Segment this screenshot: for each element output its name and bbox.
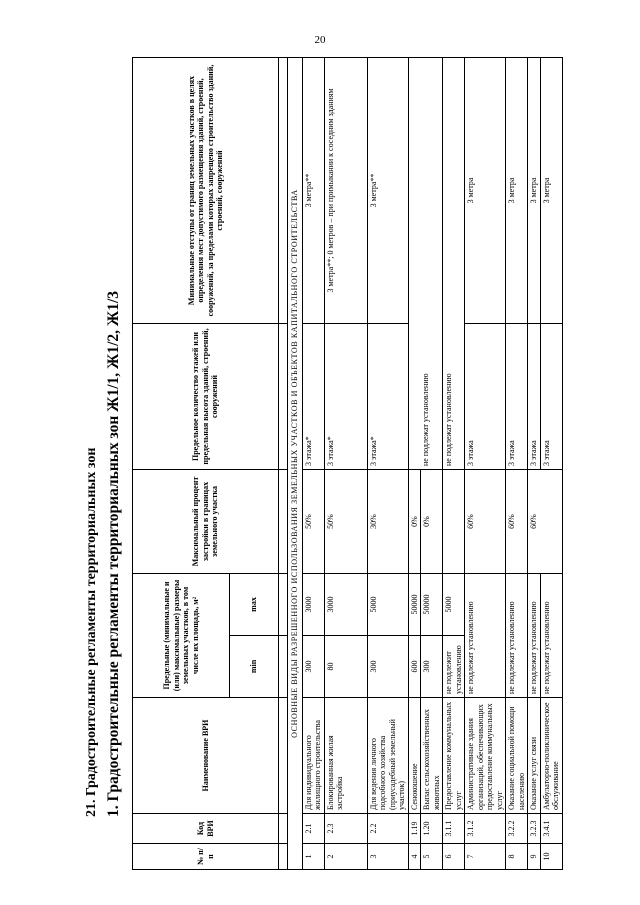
table-row [443, 58, 465, 870]
table-cell [279, 698, 288, 814]
table-cell: не подлежат установлению [443, 58, 465, 470]
table-cell [443, 470, 465, 574]
table-cell: 4 [408, 844, 421, 870]
table-cell: 1 [302, 844, 324, 870]
table-cell: 10 [540, 844, 562, 870]
table-section-row [288, 58, 303, 870]
section-heading: 21. Градостроительные регламенты территориальных зон [84, 447, 99, 817]
table-cell: 300 [421, 636, 443, 698]
table-cell: 30% [367, 470, 408, 574]
table-cell: Административные здания организаций, обеспечивающих предоставление коммунальных услуг [465, 698, 506, 814]
table-cell: 3000 [324, 574, 367, 636]
table-cell: 50% [302, 470, 324, 574]
table-cell: 3.2.3 [528, 814, 541, 844]
table-cell: 3 метра [506, 58, 528, 324]
table-cell: не подлежат установлению [528, 574, 541, 698]
table-cell: 3 метра [540, 58, 562, 324]
table-cell: 1.19 [408, 814, 421, 844]
table-cell: 3 метра** [302, 58, 324, 324]
header-floors: Предельное количество этажей или предельная высота зданий, строений, сооружений [133, 324, 279, 470]
table-cell: 60% [528, 470, 563, 574]
table-cell: Блокированная жилая застройка [324, 698, 367, 814]
header-name: Наименование ВРИ [133, 698, 279, 814]
table-cell: 3 этажа [465, 324, 506, 470]
table-cell: 5000 [367, 574, 408, 636]
table-cell: 3.1.1 [443, 814, 465, 844]
table-cell: 9 [528, 844, 541, 870]
table-cell [279, 574, 288, 636]
table-cell: 60% [506, 470, 528, 574]
table-cell: не подлежит установлению [443, 636, 465, 698]
table-cell [279, 58, 288, 324]
table-cell: 60% [465, 470, 506, 574]
table-spacer-row [279, 58, 288, 870]
table-cell [279, 636, 288, 698]
table-cell: 3000 [302, 574, 324, 636]
table-cell: 50% [324, 470, 367, 574]
table-row [540, 58, 562, 870]
table-cell: 7 [465, 844, 506, 870]
table-cell: 3.2.2 [506, 814, 528, 844]
table-cell: 3 метра [465, 58, 506, 324]
regulations-table [132, 57, 563, 870]
table-cell: 2.2 [367, 814, 408, 844]
table-cell: 3 [367, 844, 408, 870]
table-cell [279, 470, 288, 574]
table-cell: 2.1 [302, 814, 324, 844]
table-cell: 3 этажа [528, 324, 541, 470]
table-cell: 3.4.1 [540, 814, 562, 844]
table-cell: Оказание социальной помощи населению [506, 698, 528, 814]
subsection-heading: 1. Градостроительные регламенты территориальных зон Ж1/1, Ж1/2, Ж1/3 [105, 290, 122, 817]
table-cell: 3 метра [528, 58, 541, 324]
table-row [302, 58, 324, 870]
table-cell: 6 [443, 844, 465, 870]
table-cell: Для индивидуального жилищного строительства [302, 698, 324, 814]
table-cell: 1.20 [421, 814, 443, 844]
table-cell: 50000 [421, 574, 443, 636]
header-min: min [230, 636, 279, 698]
table-cell: 8 [506, 844, 528, 870]
table-cell: не подлежат установлению [506, 574, 528, 698]
table-cell: 300 [367, 636, 408, 698]
table-cell [279, 844, 288, 870]
header-max: max [230, 574, 279, 636]
table-row [408, 58, 421, 870]
table-cell: Предоставление коммунальных услуг [443, 698, 465, 814]
table-cell: 3 метра**; 0 метров – при примыкании к соседним зданиям [324, 58, 367, 324]
table-cell: 3.1.2 [465, 814, 506, 844]
rotated-content [83, 52, 583, 872]
table-cell: Оказание услуг связи [528, 698, 541, 814]
table-cell: Выпас сельскохозяйственных животных [421, 698, 443, 814]
table-cell: 0% [421, 470, 443, 574]
header-percent: Максимальный процент застройки в границах земельного участка [133, 470, 279, 574]
table-cell: 3 этажа* [367, 324, 408, 470]
table-cell: 50000 [408, 574, 421, 636]
table-cell: 5000 [443, 574, 465, 636]
table-cell: 0% [408, 470, 421, 574]
table-row [367, 58, 408, 870]
section-title: ОСНОВНЫЕ ВИДЫ РАЗРЕШЕННОГО ИСПОЛЬЗОВАНИЯ ЗЕМЕЛЬНЫХ УЧАСТКОВ И ОБЪЕКТОВ КАПИТАЛЬНОГО СТРОИТЕЛЬСТВА [288, 58, 303, 870]
header-size: Предельные (минимальные и (или) максимальные) размеры земельных участков, в том числе их площадь, м² [133, 574, 230, 698]
table-row [324, 58, 367, 870]
table-header-row [133, 58, 230, 870]
table-cell: не подлежат установлению [540, 574, 562, 698]
table-cell: Амбулаторно-поликлиническое обслуживание [540, 698, 562, 814]
table-cell: не подлежат установлению [408, 58, 443, 470]
table-cell: 2 [324, 844, 367, 870]
table-cell: 3 этажа* [324, 324, 367, 470]
table-cell: 600 [408, 636, 421, 698]
page-number: 20 [314, 34, 326, 46]
table-cell: 300 [302, 636, 324, 698]
table-cell: Сенокошение [408, 698, 421, 814]
table-row [528, 58, 541, 870]
header-setback: Минимальные отступы от границ земельных участков в целях определения мест допустимого размещения зданий, строений, сооружений, за пределами которых запрещено строительство зданий, строений, сооружений [133, 58, 279, 324]
table-cell: 80 [324, 636, 367, 698]
table-cell: 3 метра** [367, 58, 408, 324]
table-cell [279, 324, 288, 470]
table-cell: 5 [421, 844, 443, 870]
table-cell: 2.3 [324, 814, 367, 844]
header-code: Код ВРИ [133, 814, 279, 844]
table-row [465, 58, 506, 870]
table-cell: 3 этажа [540, 324, 562, 470]
table-cell: 3 этажа [506, 324, 528, 470]
table-cell: не подлежат установлению [465, 574, 506, 698]
table-cell: Для ведения личного подсобного хозяйства (приусадебный земельный участок) [367, 698, 408, 814]
table-cell: 3 этажа* [302, 324, 324, 470]
table-cell [279, 814, 288, 844]
table-row [506, 58, 528, 870]
header-num: № п/п [133, 844, 279, 870]
